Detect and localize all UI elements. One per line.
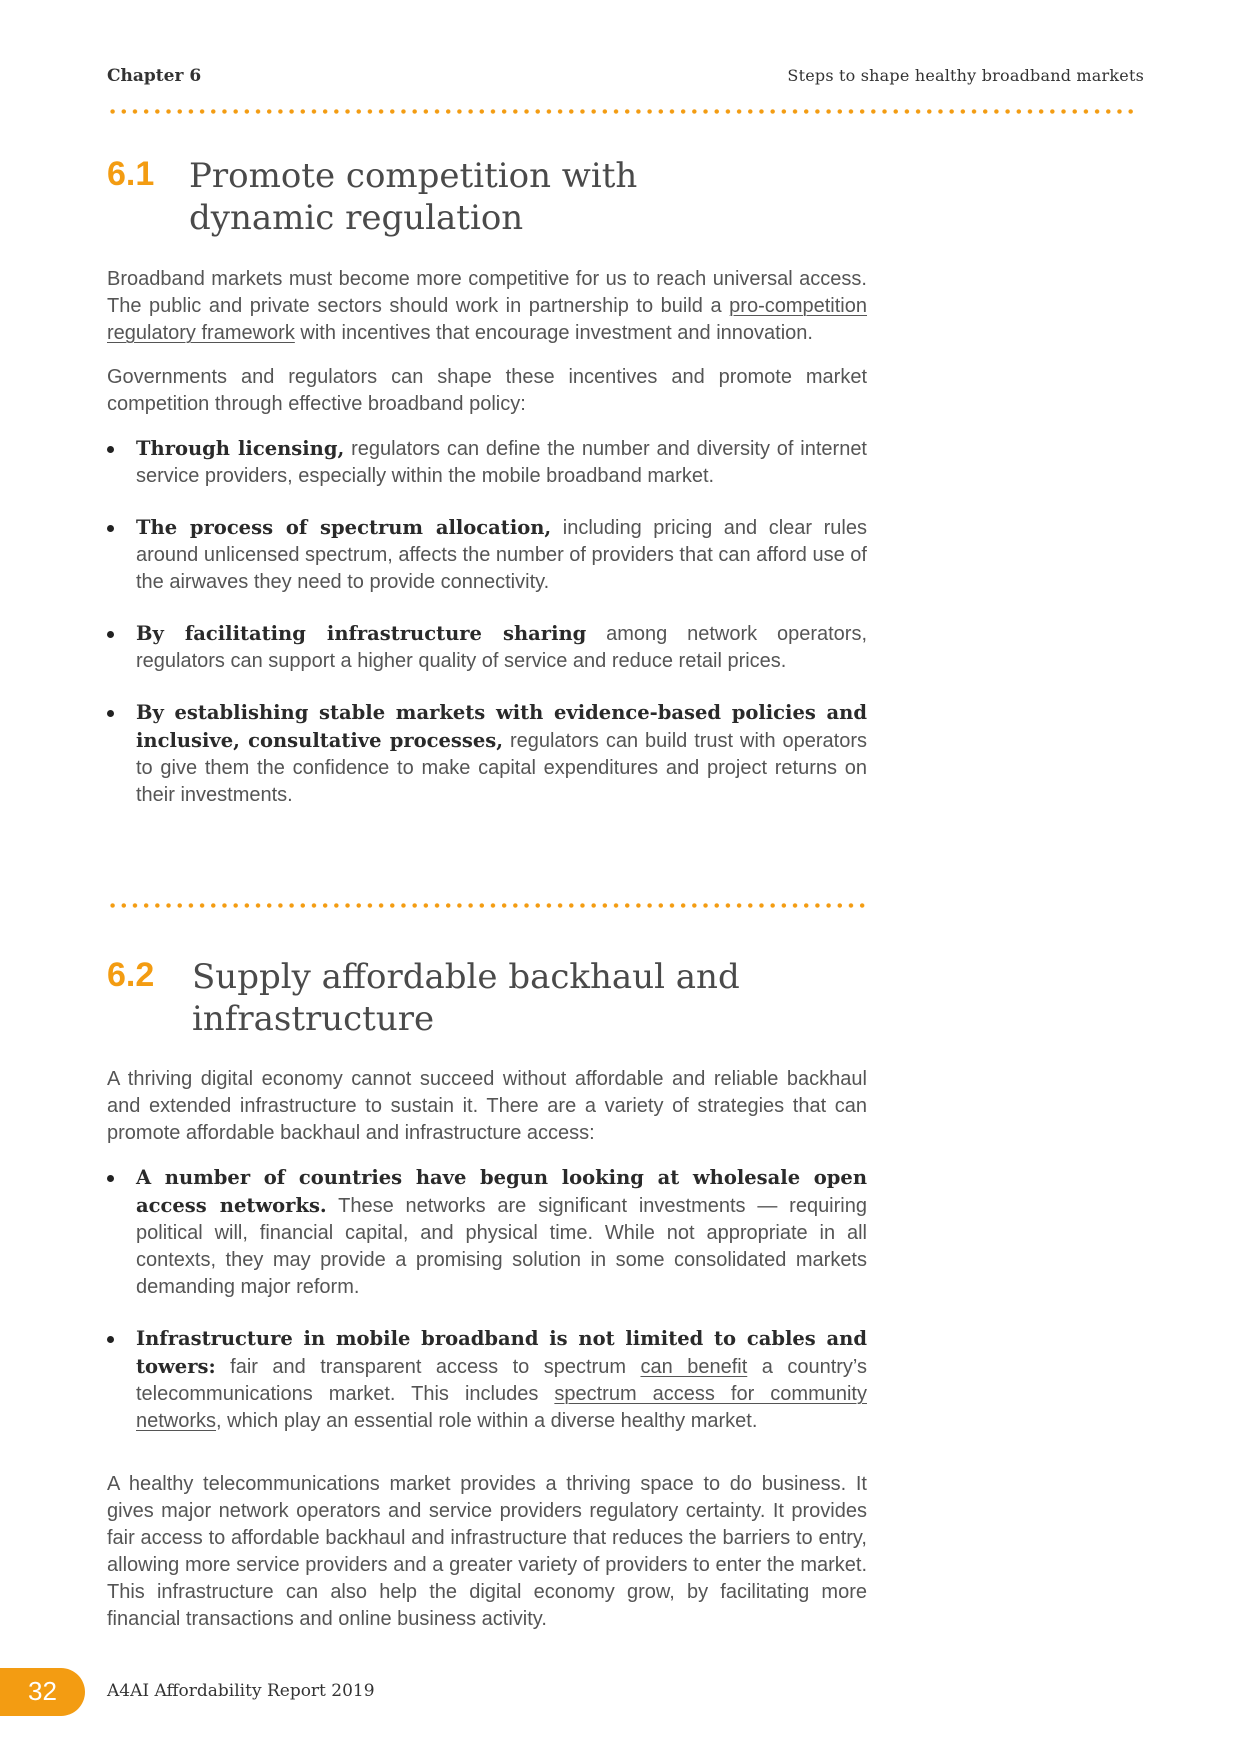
list-item: A number of countries have begun looking at wholesale open access networks. These networks are significant investments — requiring political will, financial capital, and physical time. While not appropriate in all contexts, they may provide a promising solution in some consolidated markets demanding major reform.	[107, 1164, 867, 1301]
bullet-icon	[107, 631, 114, 638]
chapter-label: Chapter 6	[107, 66, 202, 86]
bullet-list	[107, 435, 867, 809]
section-body-6-1	[107, 266, 867, 833]
bullet-icon	[107, 446, 114, 453]
page-number-badge	[0, 1668, 85, 1716]
paragraph: Governments and regulators can shape these incentives and promote market competition through effective broadband policy:	[107, 366, 867, 415]
list-item: Infrastructure in mobile broadband is not limited to cables and towers: fair and transparent access to spectrum can benefit a country’s telecommunications market. This includes spectrum access for community networks, which play an essential role within a diverse healthy market.	[107, 1325, 867, 1435]
list-item: The process of spectrum allocation, including pricing and clear rules around unlicensed spectrum, affects the number of providers that can afford use of the airwaves they need to provide connectivity.	[107, 514, 867, 596]
paragraph: A thriving digital economy cannot succeed without affordable and reliable backhaul and extended infrastructure to sustain it. There are a variety of strategies that can promote affordable backhaul and infrastructure access:	[107, 1068, 867, 1144]
running-title: Steps to shape healthy broadband markets	[787, 66, 1144, 85]
section-title: Supply affordable backhaul and infrastructure	[192, 957, 740, 1039]
can-benefit-link[interactable]: can benefit	[640, 1356, 748, 1378]
bullet-icon	[107, 710, 114, 717]
bullet-icon	[107, 525, 114, 532]
list-item: By establishing stable markets with evidence-based policies and inclusive, consultative processes, regulators can build trust with operators to give them the confidence to make capital expenditures and project returns on their investments.	[107, 699, 867, 809]
page-number: 32	[28, 1676, 57, 1706]
paragraph: Broadband markets must become more competitive for us to reach universal access. The public and private sectors should work in partnership to build a pro-competition regulatory framework with incentives that encourage investment and innovation.	[107, 268, 867, 344]
paragraph: A healthy telecommunications market provides a thriving space to do business. It gives major network operators and service providers regulatory certainty. It provides fair access to affordable backhaul and infrastructure that reduces the barriers to entry, allowing more service providers and a greater variety of providers to enter the market. This infrastructure can also help the digital economy grow, by facilitating more financial transactions and online business activity.	[107, 1473, 867, 1630]
list-item: By facilitating infrastructure sharing among network operators, regulators can support a higher quality of service and reduce retail prices.	[107, 620, 867, 675]
bullet-list	[107, 1164, 867, 1435]
header-divider	[107, 109, 1137, 114]
list-item: Through licensing, regulators can define the number and diversity of internet service providers, especially within the mobile broadband market.	[107, 435, 867, 490]
section-title: Promote competition with dynamic regulation	[189, 156, 638, 238]
pro-competition-link[interactable]: pro-competition regulatory framework	[107, 295, 867, 344]
community-networks-link[interactable]: spectrum access for community networks	[136, 1383, 867, 1432]
bullet-icon	[107, 1336, 114, 1343]
report-title: A4AI Affordability Report 2019	[107, 1681, 375, 1701]
section-number: 6.1	[107, 155, 155, 193]
section-divider	[107, 903, 867, 908]
section-number: 6.2	[107, 956, 155, 994]
section-body-6-2	[107, 1066, 867, 1650]
bullet-icon	[107, 1175, 114, 1182]
